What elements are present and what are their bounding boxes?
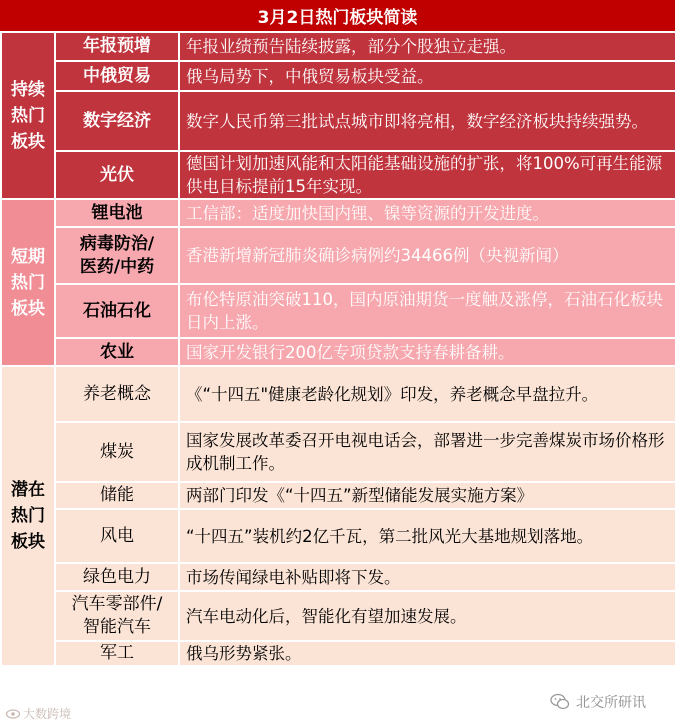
- sector-name-line: 石油石化: [83, 300, 151, 321]
- sector-name-line: 光伏: [100, 164, 134, 185]
- sector-name: [55, 509, 179, 563]
- sector-name-line: 医药/中药: [79, 256, 155, 277]
- group-label: [1, 199, 55, 366]
- sector-name: [55, 284, 179, 338]
- table-row: [1, 509, 675, 563]
- sector-description: 数字人民币第三批试点城市即将亮相，数字经济板块持续强势。: [179, 91, 675, 151]
- sector-name-line: 煤炭: [100, 441, 134, 462]
- sector-name-line: 军工: [100, 643, 134, 663]
- sector-name-line: 锂电池: [91, 202, 143, 223]
- group-label-line: 热门: [11, 272, 45, 293]
- sector-name-line: 农业: [100, 341, 134, 362]
- sector-description: “十四五”装机约2亿千瓦，第二批风光大基地规划落地。: [179, 509, 675, 563]
- eye-logo-icon: [6, 709, 20, 719]
- group-label-line: 潜在: [11, 480, 45, 500]
- table-row: [1, 422, 675, 482]
- sector-name-line: 中俄贸易: [83, 65, 151, 86]
- sector-description: 香港新增新冠肺炎确诊病例约34466例（央视新闻）: [179, 227, 675, 284]
- page-title: 3月2日热门板块简读: [0, 0, 675, 31]
- group-label-line: 持续: [11, 79, 45, 100]
- sector-description: 汽车电动化后，智能化有望加速发展。: [179, 591, 675, 641]
- watermark-left: [6, 705, 71, 722]
- sector-name: [55, 641, 179, 666]
- table-row: [1, 284, 675, 338]
- group-label-line: 热门: [11, 506, 45, 526]
- sector-name-line: 病毒防治/: [79, 233, 155, 254]
- sector-description: 俄乌形势紧张。: [179, 641, 675, 666]
- wechat-icon: [550, 693, 570, 711]
- sector-name: [55, 338, 179, 366]
- sector-name: [55, 563, 179, 591]
- watermark-left-text: 大数跨境: [23, 707, 72, 721]
- sector-name: [55, 151, 179, 199]
- sector-description: 年报业绩预告陆续披露，部分个股独立走强。: [179, 32, 675, 61]
- sector-name-line: 绿色电力: [83, 566, 151, 587]
- table-row: [1, 482, 675, 509]
- sector-name: [55, 199, 179, 227]
- sector-description: 国家开发银行200亿专项贷款支持春耕备耕。: [179, 338, 675, 366]
- sector-name-line: 储能: [100, 485, 134, 505]
- sector-name: [55, 227, 179, 284]
- sector-description: 布伦特原油突破110，国内原油期货一度触及涨停，石油石化板块日内上涨。: [179, 284, 675, 338]
- table-row: [1, 91, 675, 151]
- table-row: [1, 61, 675, 91]
- sector-description: 两部门印发《“十四五”新型储能发展实施方案》: [179, 482, 675, 509]
- sector-name: [55, 482, 179, 509]
- sector-name-line: 养老概念: [83, 383, 151, 404]
- table-row: [1, 199, 675, 227]
- table-row: [1, 151, 675, 199]
- table-row: [1, 563, 675, 591]
- group-label-line: 板块: [11, 298, 45, 319]
- sector-name: [55, 422, 179, 482]
- sector-name: [55, 591, 179, 641]
- sector-name: [55, 32, 179, 61]
- table-row: [1, 32, 675, 61]
- sector-description: 《“十四五"健康老龄化规划》印发，养老概念早盘拉升。: [179, 366, 675, 422]
- sector-name-line: 智能汽车: [83, 617, 151, 637]
- sector-description: 工信部：适度加快国内锂、镍等资源的开发进度。: [179, 199, 675, 227]
- group-label-line: 短期: [11, 246, 45, 267]
- sector-name-line: 年报预增: [83, 36, 151, 56]
- sector-name-line: 风电: [100, 525, 134, 546]
- watermark-right: [546, 690, 650, 714]
- group-label: [1, 366, 55, 666]
- sector-description: 市场传闻绿电补贴即将下发。: [179, 563, 675, 591]
- group-label-line: 板块: [11, 532, 45, 552]
- sector-name: [55, 366, 179, 422]
- sector-description: 德国计划加速风能和太阳能基础设施的扩张，将100%可再生能源供电目标提前15年实现。: [179, 151, 675, 199]
- sector-table: [0, 31, 675, 667]
- sector-name: [55, 61, 179, 91]
- sector-name: [55, 91, 179, 151]
- table-row: [1, 591, 675, 641]
- table-row: [1, 641, 675, 666]
- sector-name-line: 数字经济: [83, 110, 151, 131]
- sector-description: 俄乌局势下，中俄贸易板块受益。: [179, 61, 675, 91]
- group-label-line: 热门: [11, 105, 45, 126]
- table-row: [1, 227, 675, 284]
- sector-name-line: 汽车零部件/: [71, 594, 163, 614]
- watermark-right-text: 北交所研讯: [576, 695, 646, 711]
- table-row: [1, 366, 675, 422]
- group-label-line: 板块: [11, 131, 45, 152]
- table-row: [1, 338, 675, 366]
- sector-description: 国家发展改革委召开电视电话会，部署进一步完善煤炭市场价格形成机制工作。: [179, 422, 675, 482]
- group-label: [1, 32, 55, 199]
